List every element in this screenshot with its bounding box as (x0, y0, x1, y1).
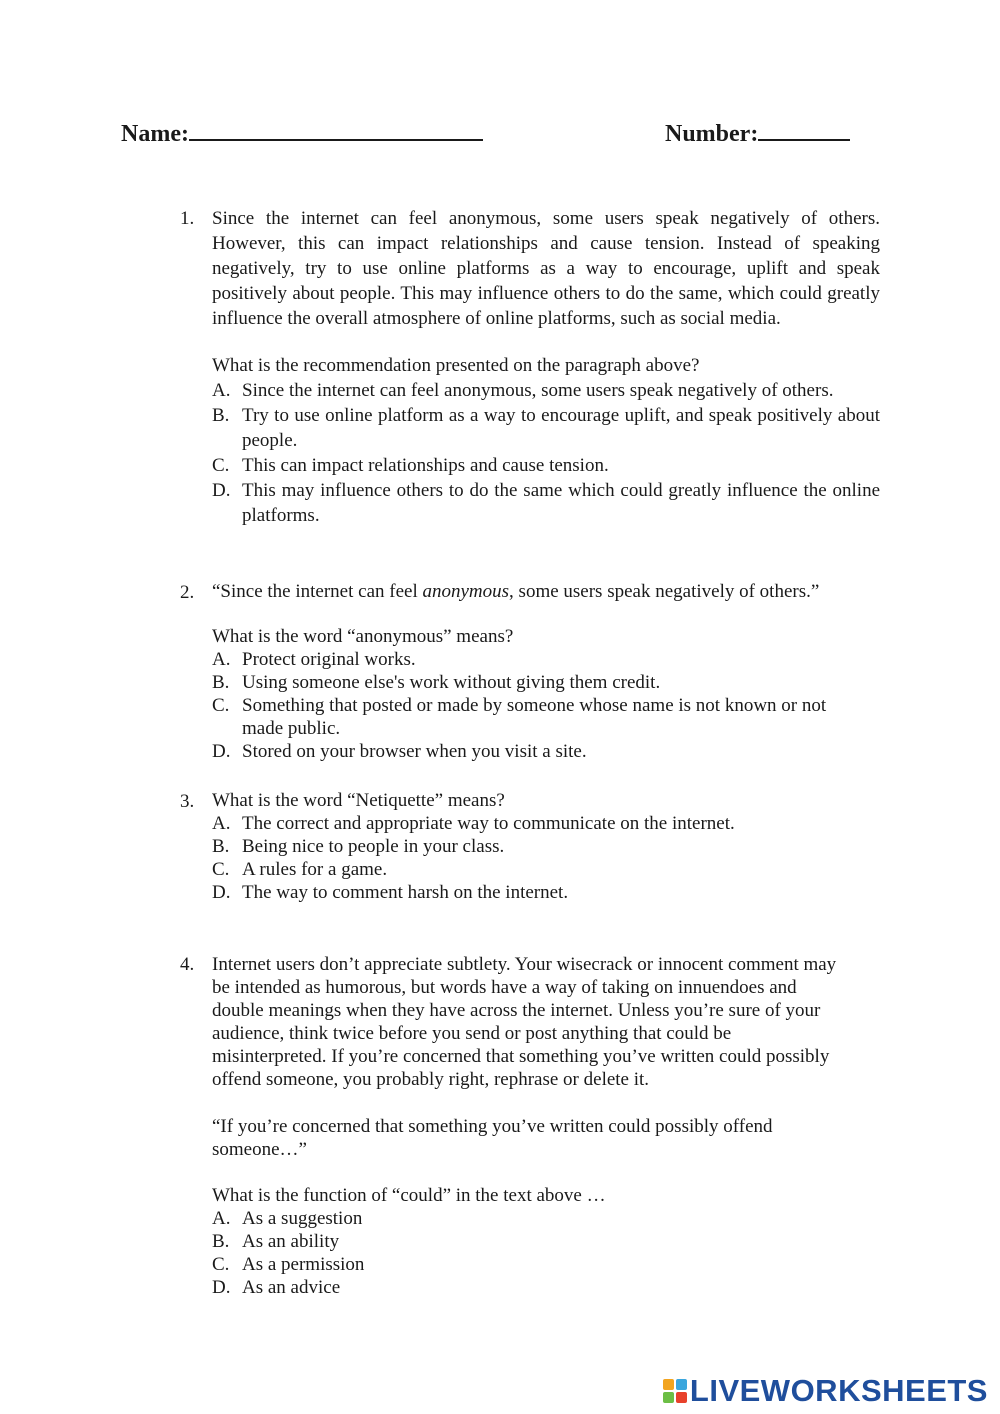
option-text: Protect original works. (242, 649, 416, 670)
answer-option-b[interactable] (212, 403, 880, 453)
logo-mark-icon (663, 1379, 687, 1403)
worksheet-header (0, 118, 1000, 158)
option-text: Try to use online platform as a way to encourage uplift, and speak positively about people. (242, 405, 880, 451)
question-quote (212, 580, 880, 603)
question-passage: Since the internet can feel anonymous, some users speak negatively of others. However, this can impact relationships and cause tension. Instead of speaking negatively, try to use online platforms as a way to encourage, uplift and speak positively about people. This may influence others to do the same, which could greatly influence the overall atmosphere of online platforms, such as social media. (212, 208, 880, 329)
option-letter: C. (212, 859, 230, 880)
question-prompt: What is the recommendation presented on the paragraph above? (212, 355, 700, 376)
option-text: As an ability (242, 1231, 340, 1252)
liveworksheets-logo (663, 1374, 988, 1408)
question-3 (180, 789, 880, 904)
passage-line: misinterpreted. If you’re concerned that something you’ve written could possibly (212, 1046, 830, 1067)
answer-option-c[interactable] (212, 1253, 880, 1276)
option-text: The correct and appropriate way to communicate on the internet. (242, 813, 735, 834)
option-letter: D. (212, 1277, 231, 1298)
option-text: The way to comment harsh on the internet. (242, 882, 569, 903)
option-letter: D. (212, 741, 231, 762)
question-number: 2. (180, 582, 195, 603)
question-prompt: What is the function of “could” in the text above … (212, 1185, 606, 1206)
question-number: 3. (180, 791, 195, 812)
answer-option-b[interactable] (212, 1230, 880, 1253)
option-letter: A. (212, 380, 231, 401)
passage-line: offend someone, you probably right, rephrase or delete it. (212, 1069, 650, 1090)
question-2 (180, 580, 880, 763)
option-letter: A. (212, 1208, 231, 1229)
option-text: This can impact relationships and cause tension. (242, 455, 609, 476)
answer-option-c[interactable] (212, 858, 880, 881)
quote-italic-word: anonymous (422, 581, 510, 602)
option-letter: D. (212, 882, 231, 903)
option-text: Being nice to people in your class. (242, 836, 505, 857)
question-prompt: What is the word “Netiquette” means? (212, 790, 505, 811)
answer-option-d[interactable] (212, 881, 880, 904)
answer-option-d[interactable] (212, 740, 880, 763)
answer-option-b[interactable] (212, 835, 880, 858)
answer-option-a[interactable] (212, 378, 880, 403)
logo-text: LIVEWORKSHEETS (689, 1373, 988, 1408)
option-letter: B. (212, 836, 230, 857)
answer-option-a[interactable] (212, 1207, 880, 1230)
answer-option-c[interactable] (212, 453, 880, 478)
option-letter: B. (212, 1231, 230, 1252)
question-number: 4. (180, 954, 195, 975)
option-text: As a permission (242, 1254, 365, 1275)
answer-option-a[interactable] (212, 648, 880, 671)
number-blank[interactable] (758, 119, 850, 141)
option-text: Since the internet can feel anonymous, some users speak negatively of others. (242, 380, 834, 401)
name-blank[interactable] (189, 119, 483, 141)
number-label: Number: (665, 121, 759, 147)
passage-line: double meanings when they have across the internet. Unless you’re sure of your (212, 1000, 821, 1021)
passage-line: Internet users don’t appreciate subtlety. Your wisecrack or innocent comment may (212, 954, 837, 975)
answer-option-d[interactable] (212, 1276, 880, 1299)
option-text: As an advice (242, 1277, 341, 1298)
option-letter: B. (212, 405, 230, 426)
answer-option-b[interactable] (212, 671, 880, 694)
option-letter: C. (212, 1254, 230, 1275)
question-prompt: What is the word “anonymous” means? (212, 626, 514, 647)
option-letter: A. (212, 813, 231, 834)
option-text: As a suggestion (242, 1208, 363, 1229)
option-text: Using someone else's work without giving them credit. (242, 672, 661, 693)
name-label: Name: (121, 121, 189, 147)
answer-option-a[interactable] (212, 812, 880, 835)
option-letter: D. (212, 480, 231, 501)
question-number: 1. (180, 208, 195, 229)
option-letter: B. (212, 672, 230, 693)
option-text: Something that posted or made by someone whose name is not known or not made public. (242, 695, 827, 739)
option-text: A rules for a game. (242, 859, 388, 880)
passage-line: be intended as humorous, but words have a way of taking on innuendoes and (212, 977, 797, 998)
quote-line: “If you’re concerned that something you’ve written could possibly offend (212, 1116, 773, 1137)
question-1 (180, 206, 880, 528)
quote-after: , some users speak negatively of others.” (509, 581, 820, 602)
answer-option-d[interactable] (212, 478, 880, 528)
option-text: Stored on your browser when you visit a site. (242, 741, 587, 762)
option-text: This may influence others to do the same which could greatly influence the online platforms. (242, 480, 880, 526)
quote-line: someone…” (212, 1139, 307, 1160)
option-letter: C. (212, 455, 230, 476)
name-field (121, 118, 483, 150)
number-field (665, 118, 850, 150)
option-letter: C. (212, 695, 230, 716)
question-4 (180, 953, 880, 1299)
option-letter: A. (212, 649, 231, 670)
quote-before: “Since the internet can feel (212, 581, 423, 602)
passage-line: audience, think twice before you send or post anything that could be (212, 1023, 732, 1044)
answer-option-c[interactable] (212, 694, 880, 740)
